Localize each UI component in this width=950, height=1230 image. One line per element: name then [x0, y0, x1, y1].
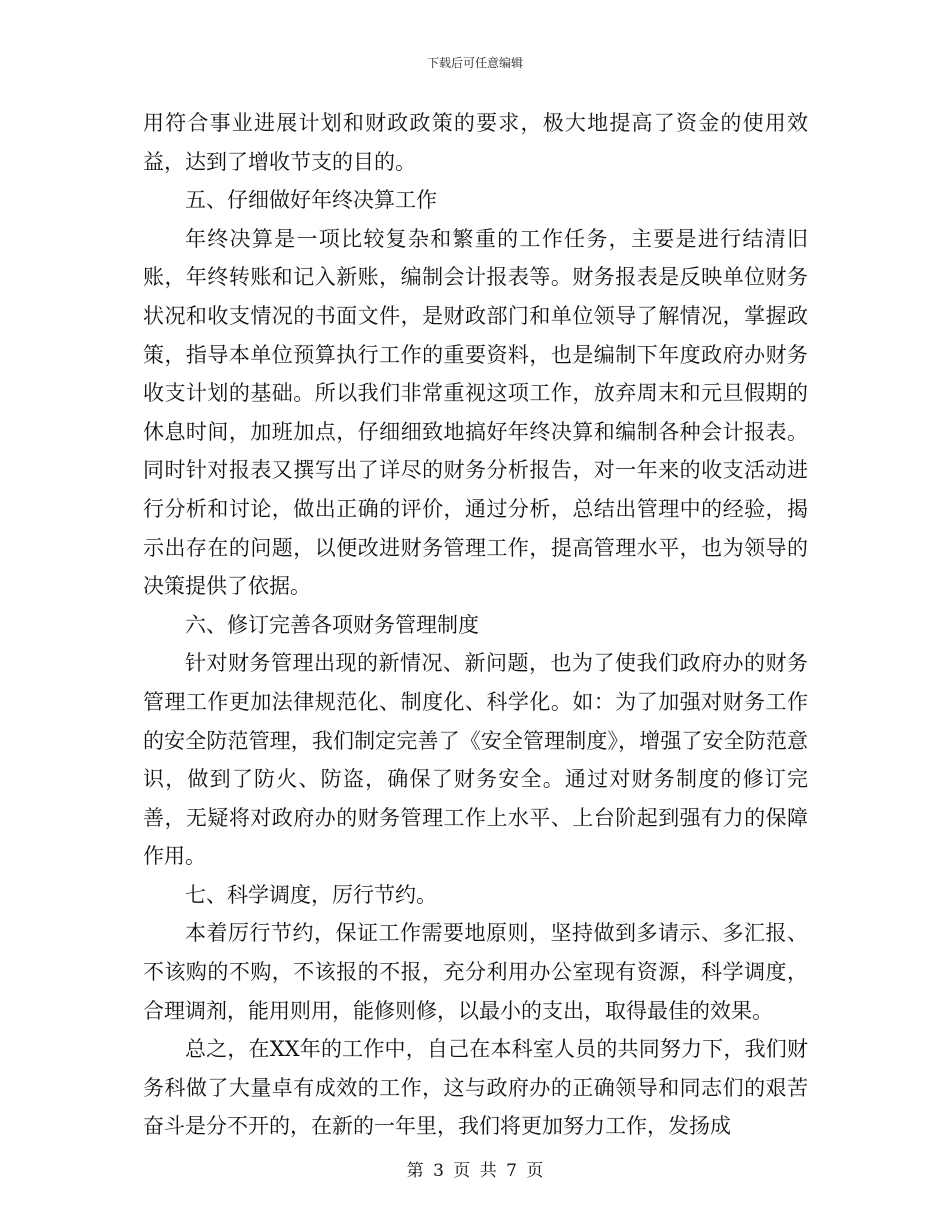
document-body	[143, 104, 808, 1146]
section-heading: 五、仔细做好年终决算工作	[185, 188, 437, 213]
paragraph: 本着厉行节约，保证工作需要地原则，坚持做到多请示、多汇报、不该购的不购，不该报的不报，充分利用办公室现有资源，科学调度，合理调剂，能用则用，能修则修，以最小的支出，取得最佳的效果。	[143, 921, 808, 1023]
paragraph: 针对财务管理出现的新情况、新问题，也为了使我们政府办的财务管理工作更加法律规范化、制度化、科学化。如：为了加强对财务工作的安全防范管理，我们制定完善了《安全管理制度》，增强了安全防范意识，做到了防火、防盗，确保了财务安全。通过对财务制度的修订完善，无疑将对政府办的财务管理工作上水平、上台阶起到强有力的保障作用。	[143, 651, 808, 869]
section-heading: 七、科学调度，厉行节约。	[185, 882, 437, 907]
paragraph: 总之，在XX年的工作中，自己在本科室人员的共同努力下，我们财务科做了大量卓有成效的工作，这与政府办的正确领导和同志们的艰苦奋斗是分不开的，在新的一年里，我们将更加努力工作，发扬成	[143, 1037, 808, 1139]
page-header: 下载后可任意编辑	[426, 56, 523, 70]
paragraph: 用符合事业进展计划和财政政策的要求，极大地提高了资金的使用效益，达到了增收节支的目的。	[143, 111, 808, 174]
section-heading: 六、修订完善各项财务管理制度	[185, 612, 479, 637]
page-number: 第 3 页 共 7 页	[406, 1161, 544, 1181]
paragraph: 年终决算是一项比较复杂和繁重的工作任务，主要是进行结清旧账，年终转账和记入新账，编制会计报表等。财务报表是反映单位财务状况和收支情况的书面文件，是财政部门和单位领导了解情况，掌握政策，指导本单位预算执行工作的重要资料，也是编制下年度政府办财务收支计划的基础。所以我们非常重视这项工作，放弃周末和元旦假期的休息时间，加班加点，仔细细致地搞好年终决算和编制各种会计报表。同时针对报表又撰写出了详尽的财务分析报告，对一年来的收支活动进行分析和讨论，做出正确的评价，通过分析，总结出管理中的经验，揭示出存在的问题，以便改进财务管理工作，提高管理水平，也为领导的决策提供了依据。	[143, 226, 808, 599]
